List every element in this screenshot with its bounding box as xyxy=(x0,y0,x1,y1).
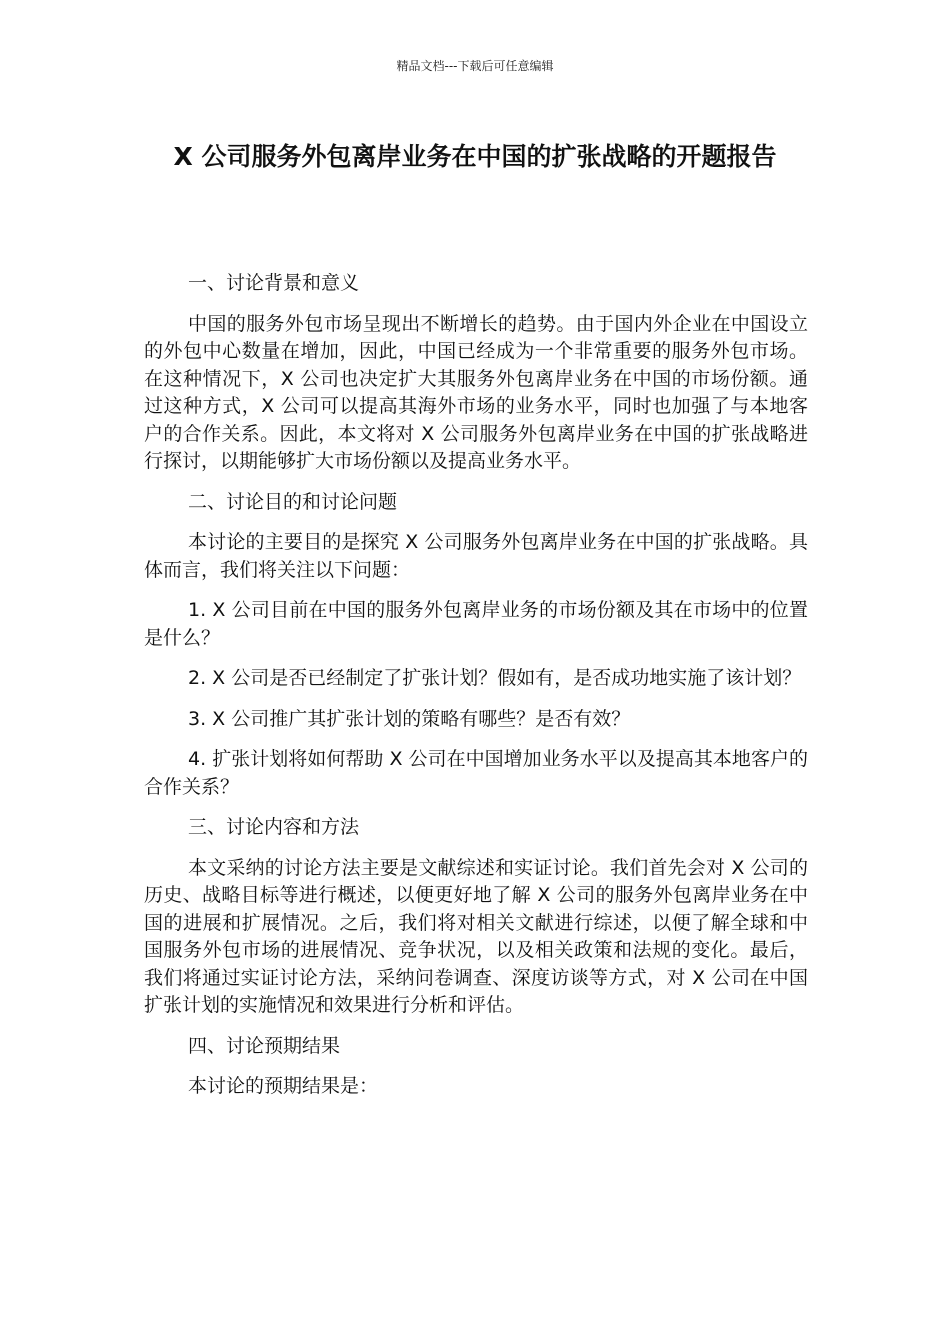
question-item-4: 4. 扩张计划将如何帮助 X 公司在中国增加业务水平以及提高其本地客户的合作关系？ xyxy=(144,748,808,798)
paragraph-background: 中国的服务外包市场呈现出不断增长的趋势。由于国内外企业在中国设立的外包中心数量在增加，因此，中国已经成为一个非常重要的服务外包市场。在这种情况下，X 公司也决定扩大其服务外包离岸业务在中国的市场份额。通过这种方式，X 公司可以提高其海外市场的业务水平，同时也加强了与本地客户的合作关系。因此，本文将对 X 公司服务外包离岸业务在中国的扩张战略进行探讨，以期能够扩大市场份额以及提高业务水平。 xyxy=(144,312,808,472)
section-heading-methods: 三、讨论内容和方法 xyxy=(188,816,360,838)
document-body xyxy=(144,270,808,1114)
section-heading-background: 一、讨论背景和意义 xyxy=(188,272,360,294)
paragraph-purpose: 本讨论的主要目的是探究 X 公司服务外包离岸业务在中国的扩张战略。具体而言，我们将关注以下问题： xyxy=(144,531,808,581)
section-heading-purpose: 二、讨论目的和讨论问题 xyxy=(188,490,398,513)
question-item-2: 2. X 公司是否已经制定了扩张计划？假如有，是否成功地实施了该计划？ xyxy=(188,667,802,689)
question-item-3: 3. X 公司推广其扩张计划的策略有哪些？是否有效？ xyxy=(188,707,631,730)
section-heading-expected-results: 四、讨论预期结果 xyxy=(188,1034,341,1057)
document-title: X 公司服务外包离岸业务在中国的扩张战略的开题报告 xyxy=(173,142,777,171)
paragraph-expected-results: 本讨论的预期结果是： xyxy=(188,1075,379,1097)
question-item-1: 1. X 公司目前在中国的服务外包离岸业务的市场份额及其在市场中的位置是什么？ xyxy=(144,599,808,649)
page-header-note: 精品文档---下载后可任意编辑 xyxy=(396,59,554,73)
paragraph-methods: 本文采纳的讨论方法主要是文献综述和实证讨论。我们首先会对 X 公司的历史、战略目标等进行概述，以便更好地了解 X 公司的服务外包离岸业务在中国的进展和扩展情况。之后，我们将对相关文献进行综述，以便了解全球和中国服务外包市场的进展情况、竞争状况，以及相关政策和法规的变化。最后，我们将通过实证讨论方法，采纳问卷调查、深度访谈等方式，对 X 公司在中国扩张计划的实施情况和效果进行分析和评估。 xyxy=(144,856,808,1016)
